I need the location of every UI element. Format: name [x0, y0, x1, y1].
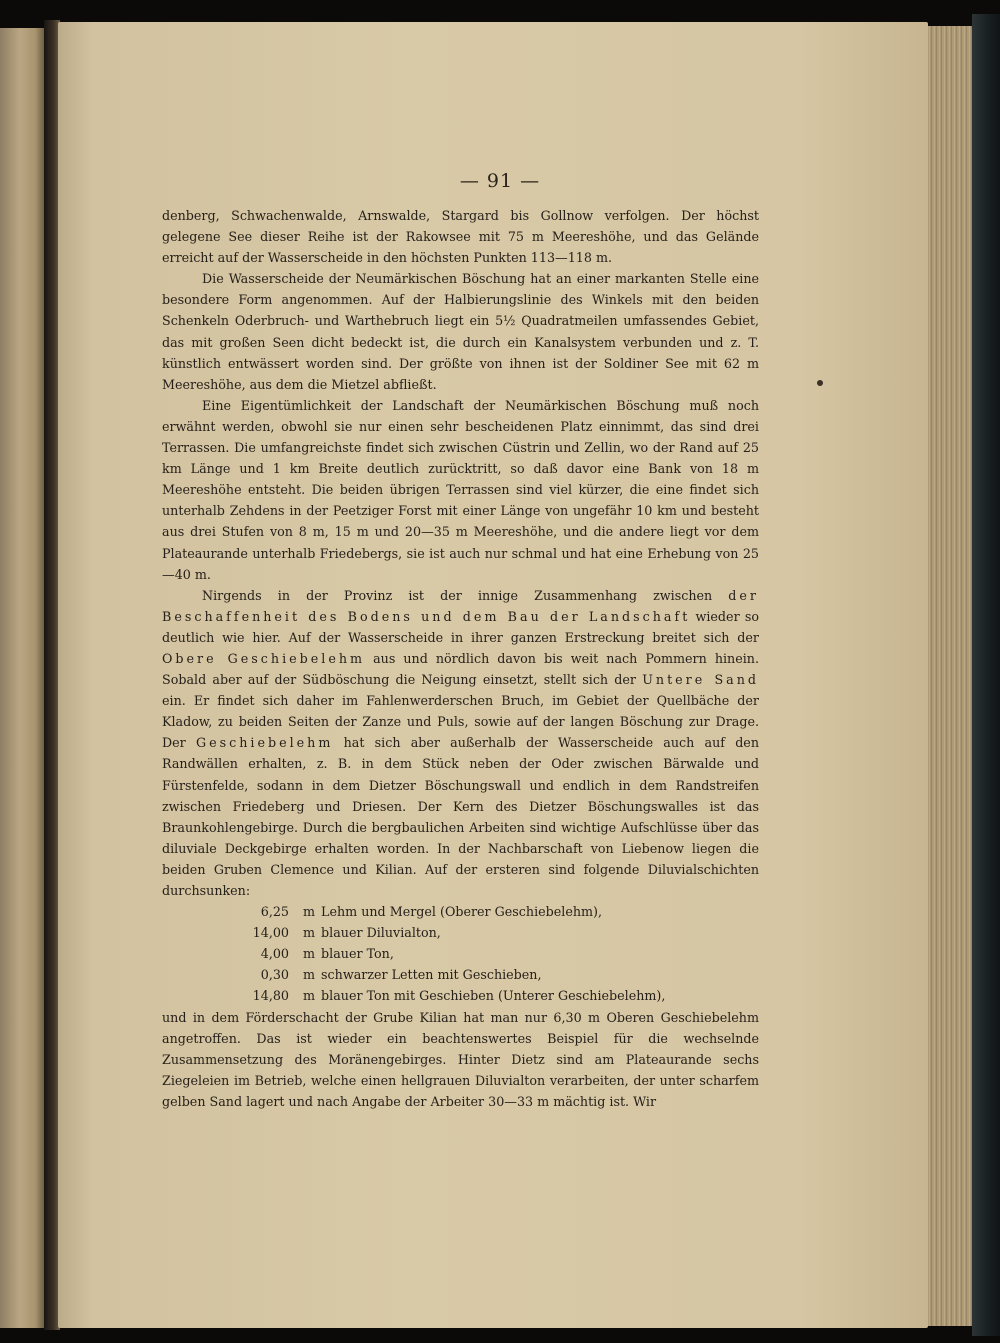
margin-mark — [817, 380, 823, 386]
layer-description: schwarzer Letten mit Geschieben, — [321, 967, 542, 983]
layer-thickness: 4,00 — [260, 946, 289, 962]
page-body — [162, 205, 759, 1112]
spaced-emphasis-2: Obere Geschiebelehm — [162, 650, 366, 666]
layer-item — [162, 964, 759, 985]
layer-thickness: 0,30 — [260, 967, 289, 983]
paragraph-4-text-4: ein. Er findet sich daher im Fahlenwerderschen Bruch, im Gebiet der Quellbäche der Kladow, zu beiden Seiten der Zanze und Puls, sowie auf der langen Böschung zur Drage. Der — [162, 693, 759, 751]
layer-item — [162, 901, 759, 922]
spaced-emphasis-4: Geschiebelehm — [195, 735, 334, 751]
page-stack-edge — [928, 26, 974, 1326]
paragraph-1: denberg, Schwachenwalde, Arnswalde, Stargard bis Gollnow verfolgen. Der höchst gelegene See dieser Reihe ist der Rakowsee mit 75 m Meereshöhe, und das Gelände erreicht auf der Wasserscheide in den höchsten Punkten 113—118 m. — [162, 208, 759, 266]
page-number: — 91 — — [459, 170, 541, 192]
layer-unit: m — [303, 967, 316, 983]
layer-unit: m — [303, 988, 316, 1004]
layer-unit: m — [303, 925, 316, 941]
layer-description: blauer Ton mit Geschieben (Unterer Geschiebelehm), — [321, 988, 666, 1004]
layer-item — [162, 985, 759, 1006]
previous-page-edge — [0, 28, 44, 1328]
layer-list — [162, 901, 759, 1006]
book-cover — [972, 14, 1000, 1336]
paragraph-3: Eine Eigentümlichkeit der Landschaft der Neumärkischen Böschung muß noch erwähnt werden, obwohl sie nur einen sehr bescheidenen Platz einnimmt, das sind drei Terrassen. Die umfangreichste findet sich zwischen Cüstrin und Zellin, wo der Rand auf 25 km Länge und 1 km Breite deutlich zurücktritt, so daß davor eine Bank von 18 m Meereshöhe entsteht. Die beiden übrigen Terrassen sind viel kürzer, die eine findet sich unterhalb Zehdens in der Peetziger Forst mit einer Länge von ungefähr 10 km und besteht aus drei Stufen von 8 m, 15 m und 20—35 m Meereshöhe, und die andere liegt vor dem Plateaurande unterhalb Friedebergs, sie ist auch nur schmal und hat eine Erhebung von 25—40 m. — [162, 397, 759, 582]
spaced-emphasis-1: der Beschaffenheit des Bodens und dem Bau der Landschaft — [162, 587, 759, 624]
layer-description: blauer Diluvialton, — [321, 925, 441, 941]
paragraph-2: Die Wasserscheide der Neumärkischen Böschung hat an einer markanten Stelle eine besondere Form angenommen. Auf der Halbierungslinie des Winkels mit den beiden Schenkeln Oderbruch- und Warthebruch liegt ein 5½ Quadratmeilen umfassendes Gebiet, das mit großen Seen dicht bedeckt ist, die durch ein Kanalsystem verbunden und z. T. künstlich entwässert worden sind. Der größte von ihnen ist der Soldiner See mit 62 m Meereshöhe, aus dem die Mietzel abfließt. — [162, 271, 759, 392]
layer-unit: m — [303, 904, 316, 920]
layer-unit: m — [303, 946, 316, 962]
layer-description: blauer Ton, — [321, 946, 394, 962]
paragraph-4-text-1: Nirgends in der Provinz ist der innige Zusammenhang zwischen — [202, 587, 729, 603]
paragraph-4-text-3: aus und nördlich davon bis weit nach Pommern hinein. Sobald aber auf der Südböschung die Neigung einsetzt, stellt sich der — [162, 650, 759, 688]
paragraph-5: und in dem Förderschacht der Grube Kilian hat man nur 6,30 m Oberen Geschiebelehm angetroffen. Das ist wieder ein beachtenswertes Beispiel für die wechselnde Zusammensetzung des Moränengebirges. Hinter Dietz sind am Plateaurande sechs Ziegeleien im Betrieb, welche einen hellgrauen Diluvialton verarbeiten, der unter scharfem gelben Sand lagert und nach Angabe der Arbeiter 30—33 m mächtig ist. Wir — [162, 1009, 759, 1109]
paragraph-4-text-5: hat sich aber außerhalb der Wasserscheide auch auf den Randwällen erhalten, z. B. in dem Stück neben der Oder zwischen Bärwalde und Fürstenfelde, sodann in dem Dietzer Böschungswall und endlich in dem Randstreifen zwischen Friedeberg und Driesen. Der Kern des Dietzer Böschungswalles ist das Braunkohlengebirge. Durch die bergbaulichen Arbeiten sind wichtige Aufschlüsse über das diluviale Deckgebirge erhalten worden. In der Nachbarschaft von Liebenow liegen die beiden Gruben Clemence und Kilian. Auf der ersteren sind folgende Diluvialschichten durchsunken: — [162, 735, 759, 898]
spaced-emphasis-3: Untere Sand — [642, 672, 759, 688]
layer-thickness: 14,00 — [252, 925, 289, 941]
paragraph-4-text-2: wieder so deutlich wie hier. Auf der Wasserscheide in ihrer ganzen Erstreckung breitet sich der — [162, 608, 759, 645]
layer-item — [162, 943, 759, 964]
layer-description: Lehm und Mergel (Oberer Geschiebelehm), — [321, 904, 603, 920]
paragraph-4 — [162, 585, 759, 901]
layer-thickness: 6,25 — [260, 904, 289, 920]
layer-thickness: 14,80 — [252, 988, 289, 1004]
layer-item — [162, 922, 759, 943]
